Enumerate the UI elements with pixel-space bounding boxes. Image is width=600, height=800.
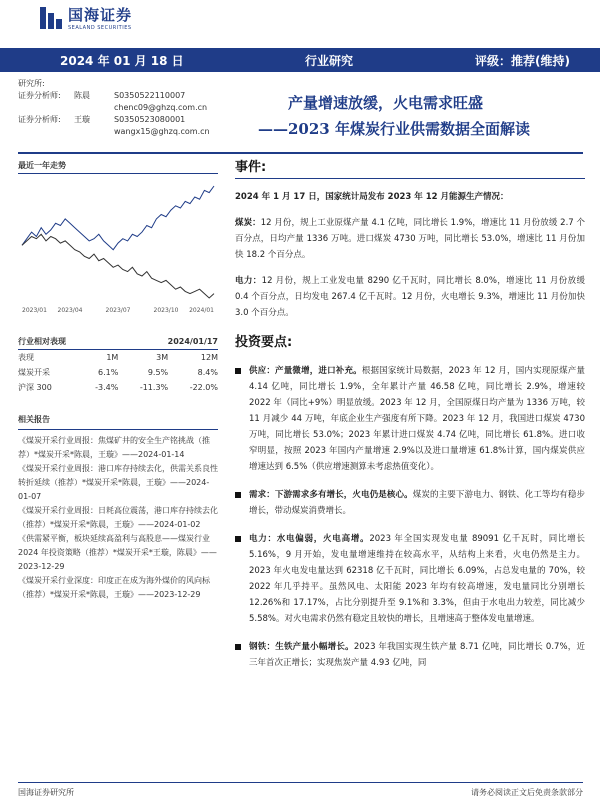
perf-cell: 煤炭开采	[18, 368, 50, 377]
table-row	[18, 365, 218, 380]
perf-header: 1M	[106, 353, 119, 362]
logo-cn: 国海证券	[68, 6, 133, 24]
perf-date: 2024/01/17	[118, 334, 218, 350]
table-row	[18, 380, 218, 395]
analyst-heading: 研究所:	[18, 79, 45, 88]
logo-en: SEALAND SECURITIES	[68, 25, 132, 31]
list-item[interactable]: 《煤炭开采行业周报：焦煤矿井的安全生产铭挑战（推荐）*煤炭开采*陈晨，王璇》——2024-01-14	[18, 436, 210, 459]
invest-bullet-power	[235, 531, 585, 627]
invest-bullet-supply	[235, 363, 585, 475]
event-heading: 事件:	[235, 160, 585, 179]
perf-cell: -3.4%	[95, 383, 119, 392]
report-title: 产量增速放缓，火电需求旺盛	[288, 94, 484, 112]
analyst-email[interactable]: chenc09@ghzq.com.cn	[114, 103, 208, 112]
perf-title-row	[18, 334, 218, 350]
perf-cell: 6.1%	[98, 368, 119, 377]
sidebar	[18, 160, 218, 602]
analyst-id: S0350523080001	[114, 115, 186, 124]
main-content	[235, 160, 585, 683]
reports-title: 相关报告	[18, 413, 218, 430]
bullet-text: 根据国家统计局数据，2023 年 12 月，国内实现原煤产量 4.14 亿吨，同比增长 1.9%，全年累计产量 46.58 亿吨，同比增长 2.9%，增速较 2022 年（同比+9%）明显放缓。2023 年 12 月，全国原煤日均产量为 1336 万吨，较 11 月减少 44 万吨，年底企业生产强度有所下降。2023 年 12 月，我国进口煤炭 4730 万吨，同比增长 53.0%；2023 年累计进口煤炭 4.74 亿吨，同比增长 61.8%。进口收窄明显，按照 2023 年国内产量增速 2.9%以及进口量增速 61.8%计算，国内煤炭供应增速达到 6.5%（供应增速测算未考虑热值变化）。	[249, 366, 585, 472]
bullet-text: 2023 年我国实现生铁产量 8.71 亿吨，同比增长 0.7%，近三年首次正增长；实现焦炭产量 4.93 亿吨，同	[249, 642, 585, 668]
x-tick-label: 2023/07	[105, 307, 131, 314]
perf-title: 行业相对表现	[18, 334, 118, 350]
perf-cell: 8.4%	[197, 368, 218, 377]
perf-header: 表现	[18, 353, 34, 362]
performance-table	[18, 334, 218, 395]
coal-text: 12 月份，规上工业原煤产量 4.1 亿吨，同比增长 1.9%，增速比 11 月份放缓 2.7 个百分点，日均产量 1336 万吨。进口煤炭 4730 万吨，同比增长 53.0%，增速比 11 月份加快 18.2 个百分点。	[235, 218, 585, 260]
trend-chart	[18, 178, 218, 318]
footer-right: 请务必阅读正文后免责条款部分	[471, 788, 583, 797]
invest-bullet-demand	[235, 487, 585, 519]
bullet-label: 钢铁：生铁产量小幅增长。	[249, 642, 354, 652]
trend-chart-svg	[18, 178, 218, 318]
perf-header: 12M	[200, 353, 218, 362]
list-item[interactable]: 《供需紧平衡，板块延续高盈利与高股息——煤炭行业 2024 年投资策略（推荐）*煤炭开采*王璇，陈晨》——2023-12-29	[18, 534, 217, 571]
bullet-text: 2023 年全国实现发电量 89091 亿千瓦时，同比增长 5.16%，9 月开始，发电量增速维持在较高水平，从结构上来看，火电仍然是主力。2023 年火电发电量达到 62318 亿千瓦时，同比增长 6.09%，占总发电量的 70%，较 2022 年几乎持平。虽然风电、太阳能 2023 年均有较高增速，发电量同比分别增长 12.26%和 17.17%，占比分别提升至 9.1%和 3.3%，但由于水电出力较差，同比减少 5.58%。对火电需求仍然有稳定且较快的增长，且增速高于整体发电量增速。	[249, 534, 585, 624]
analyst-label: 证券分析师:	[18, 91, 61, 100]
list-item[interactable]: 《煤炭开采行业周报：日耗高位震荡，港口库存持续去化（推荐）*煤炭开采*陈晨，王璇》——2024-01-02	[18, 506, 218, 529]
chart-title: 最近一年走势	[18, 160, 218, 174]
analyst-id: S0350522110007	[114, 91, 186, 100]
header-banner	[0, 48, 600, 72]
logo	[40, 4, 132, 31]
event-power	[235, 273, 585, 321]
divider	[18, 152, 583, 154]
invest-heading: 投资要点:	[235, 335, 293, 350]
report-date: 2024 年 01 月 18 日	[60, 53, 184, 68]
logo-mark-icon	[40, 7, 62, 29]
bullet-label: 需求：下游需求多有增长，火电仍是核心。	[249, 490, 413, 500]
power-text: 12 月份，规上工业发电量 8290 亿千瓦时，同比增长 8.0%，增速比 11 月份放缓 0.4 个百分点，日均发电 267.4 亿千瓦时。12 月份，火电增长 9.3%，增速比 11 月份加快 3.0 个百分点。	[235, 276, 585, 318]
bullet-label: 电力：水电偏弱，火电高增。	[249, 534, 370, 544]
bullet-label: 供应：产量微增，进口补充。	[249, 366, 362, 376]
report-subtitle: ——2023 年煤炭行业供需数据全面解读	[258, 120, 530, 138]
perf-cell: -11.3%	[139, 383, 169, 392]
related-reports	[18, 413, 218, 602]
x-tick-label: 2023/10	[153, 307, 179, 314]
list-item[interactable]: 《煤炭开采行业周报：港口库存持续去化，供需关系良性转折延续（推荐）*煤炭开采*陈晨，王璇》——2024-01-07	[18, 464, 218, 501]
page-footer	[18, 782, 583, 798]
report-type: 行业研究	[305, 53, 354, 68]
analyst-label: 证券分析师:	[18, 115, 61, 124]
table-row	[18, 350, 218, 366]
analyst-block	[18, 78, 238, 138]
analyst-name: 陈晨	[74, 91, 90, 100]
x-tick-label: 2023/04	[57, 307, 83, 314]
event-coal	[235, 215, 585, 263]
analyst-email[interactable]: wangx15@ghzq.com.cn	[114, 127, 210, 136]
bullet-text: 煤炭的主要下游电力、钢铁、化工等均有稳步增长，带动煤炭消费增长。	[249, 490, 585, 516]
footer-left: 国海证券研究所	[18, 788, 74, 797]
perf-cell: 沪深 300	[18, 383, 52, 392]
perf-cell: -22.0%	[189, 383, 218, 392]
event-lead: 2024 年 1 月 17 日，国家统计局发布 2023 年 12 月能源生产情况：	[235, 192, 509, 202]
list-item[interactable]: 《煤炭开采行业深度：印度正在成为海外煤价的风向标（推荐）*煤炭开采*陈晨，王璇》——2023-12-29	[18, 576, 210, 599]
series-line-0	[22, 186, 214, 250]
power-label: 电力：	[235, 276, 262, 286]
analyst-name: 王璇	[74, 115, 90, 124]
coal-label: 煤炭：	[235, 218, 261, 228]
perf-cell: 9.5%	[147, 368, 169, 377]
invest-bullet-steel	[235, 639, 585, 671]
x-tick-label: 2023/01	[22, 307, 47, 314]
report-rating: 评级：推荐(维持)	[475, 53, 570, 68]
perf-header: 3M	[156, 353, 169, 362]
x-tick-label: 2024/01	[189, 307, 214, 314]
